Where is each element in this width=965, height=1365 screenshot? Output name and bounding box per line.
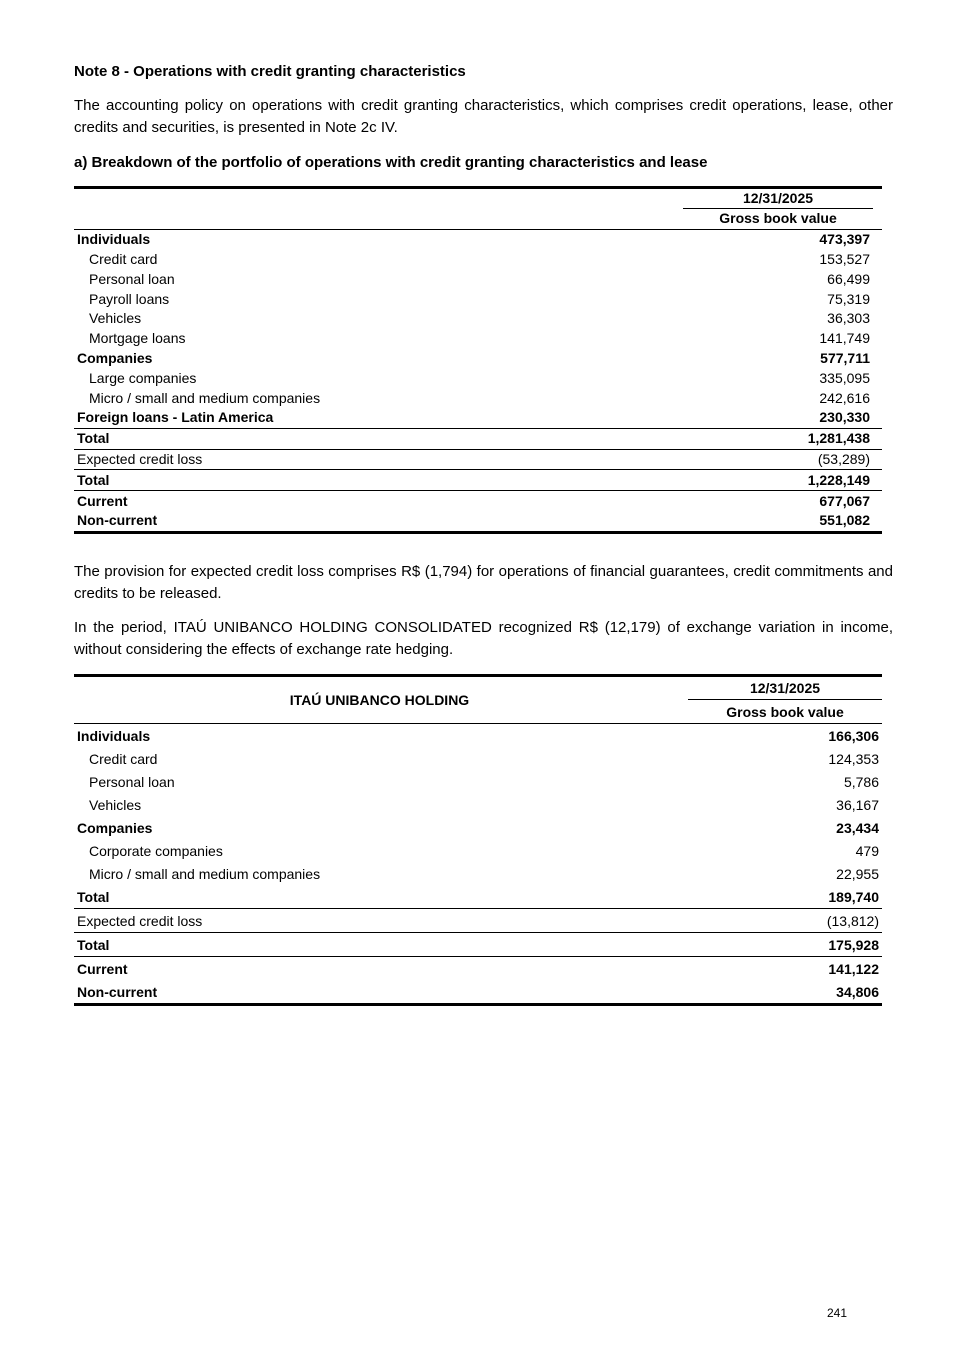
- row-label: Expected credit loss: [74, 449, 683, 470]
- row-value: 22,955: [836, 865, 879, 882]
- portfolio-breakdown-table: [74, 186, 882, 534]
- row-value: 577,711: [820, 349, 870, 366]
- row-value: 141,122: [828, 960, 879, 977]
- section-a-heading: a) Breakdown of the portfolio of operations with credit granting characteristics and lease: [74, 154, 708, 171]
- row-value: 1,228,149: [683, 470, 882, 491]
- row-label: Micro / small and medium companies: [89, 389, 321, 406]
- row-value: 166,306: [828, 727, 879, 744]
- row-value: 36,303: [827, 310, 870, 327]
- row-label: Total: [74, 428, 683, 449]
- table-header-column-row: [74, 209, 882, 229]
- table-row: [74, 250, 882, 270]
- row-label: Total: [74, 885, 688, 909]
- row-value: (13,812): [688, 909, 882, 933]
- table-row-total: [74, 428, 882, 449]
- table-row: [74, 909, 882, 933]
- table-row-total: [74, 885, 882, 909]
- table-row: [74, 747, 882, 770]
- table-row: [74, 368, 882, 388]
- row-label: Personal loan: [89, 270, 175, 287]
- row-label: Total: [74, 933, 688, 957]
- row-value: 66,499: [827, 270, 870, 287]
- row-value: (53,289): [683, 449, 882, 470]
- table-row: [74, 793, 882, 816]
- row-label: Vehicles: [89, 796, 142, 813]
- row-value: 230,330: [683, 408, 882, 428]
- table-row: [74, 229, 882, 249]
- row-label: Total: [74, 470, 683, 491]
- row-label: Large companies: [89, 369, 197, 386]
- row-value: 124,353: [828, 750, 879, 767]
- row-label: Non-current: [74, 511, 683, 532]
- table-date-header: 12/31/2025: [683, 189, 873, 209]
- row-value: 1,281,438: [683, 428, 882, 449]
- page-number: 241: [827, 1306, 848, 1320]
- row-label: Vehicles: [89, 310, 142, 327]
- row-label: Foreign loans - Latin America: [74, 408, 683, 428]
- table-row: [74, 491, 882, 511]
- table-row: [74, 839, 882, 862]
- row-label: Corporate companies: [89, 842, 223, 859]
- row-label: Companies: [77, 819, 153, 836]
- table-row: [74, 289, 882, 309]
- table-row: [74, 816, 882, 839]
- row-label: Expected credit loss: [74, 909, 688, 933]
- row-value: 189,740: [688, 885, 882, 909]
- row-label: Individuals: [77, 231, 151, 248]
- table-row: [74, 980, 882, 1005]
- intro-paragraph: The accounting policy on operations with credit granting characteristics, which comprises credit operations, lease, other credits and securities, is presented in Note 2c IV.: [74, 97, 893, 136]
- table-date-header: 12/31/2025: [688, 677, 882, 700]
- table-row: [74, 309, 882, 329]
- table-row: [74, 388, 882, 408]
- exchange-paragraph: In the period, ITAÚ UNIBANCO HOLDING CONSOLIDATED recognized R$ (12,179) of exchange variation in income, without considering the effects of exchange rate hedging.: [74, 619, 893, 658]
- row-value: 242,616: [819, 389, 870, 406]
- row-label: Non-current: [74, 980, 688, 1005]
- gross-book-value-header: Gross book value: [688, 700, 882, 724]
- table-row: [74, 957, 882, 981]
- table-row-total: [74, 470, 882, 491]
- row-label: Mortgage loans: [89, 330, 186, 347]
- row-label: Current: [77, 492, 128, 509]
- row-value: 75,319: [827, 290, 870, 307]
- table-row: [74, 511, 882, 532]
- row-value: 23,434: [836, 819, 879, 836]
- row-value: 677,067: [819, 492, 870, 509]
- row-value: 141,749: [819, 330, 870, 347]
- table-row: [74, 724, 882, 748]
- note-heading: Note 8 - Operations with credit granting characteristics: [74, 63, 466, 80]
- table-header-date-row: [74, 676, 882, 701]
- holding-portfolio-table: [74, 674, 882, 1006]
- table-row: [74, 770, 882, 793]
- row-value: 153,527: [819, 250, 870, 267]
- table-row: [74, 329, 882, 349]
- table-row: [74, 449, 882, 470]
- row-value: 479: [855, 842, 879, 859]
- row-label: Companies: [77, 349, 153, 366]
- row-value: 335,095: [819, 369, 870, 386]
- row-value: 5,786: [843, 773, 879, 790]
- table-header-date-row: [74, 188, 882, 210]
- table-row-total: [74, 933, 882, 957]
- row-value: 175,928: [688, 933, 882, 957]
- entity-header: ITAÚ UNIBANCO HOLDING: [74, 676, 688, 724]
- provision-paragraph: The provision for expected credit loss comprises R$ (1,794) for operations of financial guarantees, credit commitments and credits to be released.: [74, 563, 893, 602]
- row-label: Payroll loans: [89, 290, 170, 307]
- row-label: Credit card: [89, 250, 158, 267]
- row-value: 36,167: [836, 796, 879, 813]
- row-label: Personal loan: [89, 773, 175, 790]
- row-value: 34,806: [688, 980, 882, 1005]
- row-value: 551,082: [683, 511, 882, 532]
- gross-book-value-header: Gross book value: [683, 209, 882, 229]
- row-label: Micro / small and medium companies: [89, 865, 321, 882]
- row-label: Individuals: [77, 727, 151, 744]
- table-row: [74, 269, 882, 289]
- table-row: [74, 408, 882, 428]
- table-row: [74, 349, 882, 369]
- row-label: Credit card: [89, 750, 158, 767]
- table-row: [74, 862, 882, 885]
- row-value: 473,397: [819, 231, 870, 248]
- row-label: Current: [77, 960, 128, 977]
